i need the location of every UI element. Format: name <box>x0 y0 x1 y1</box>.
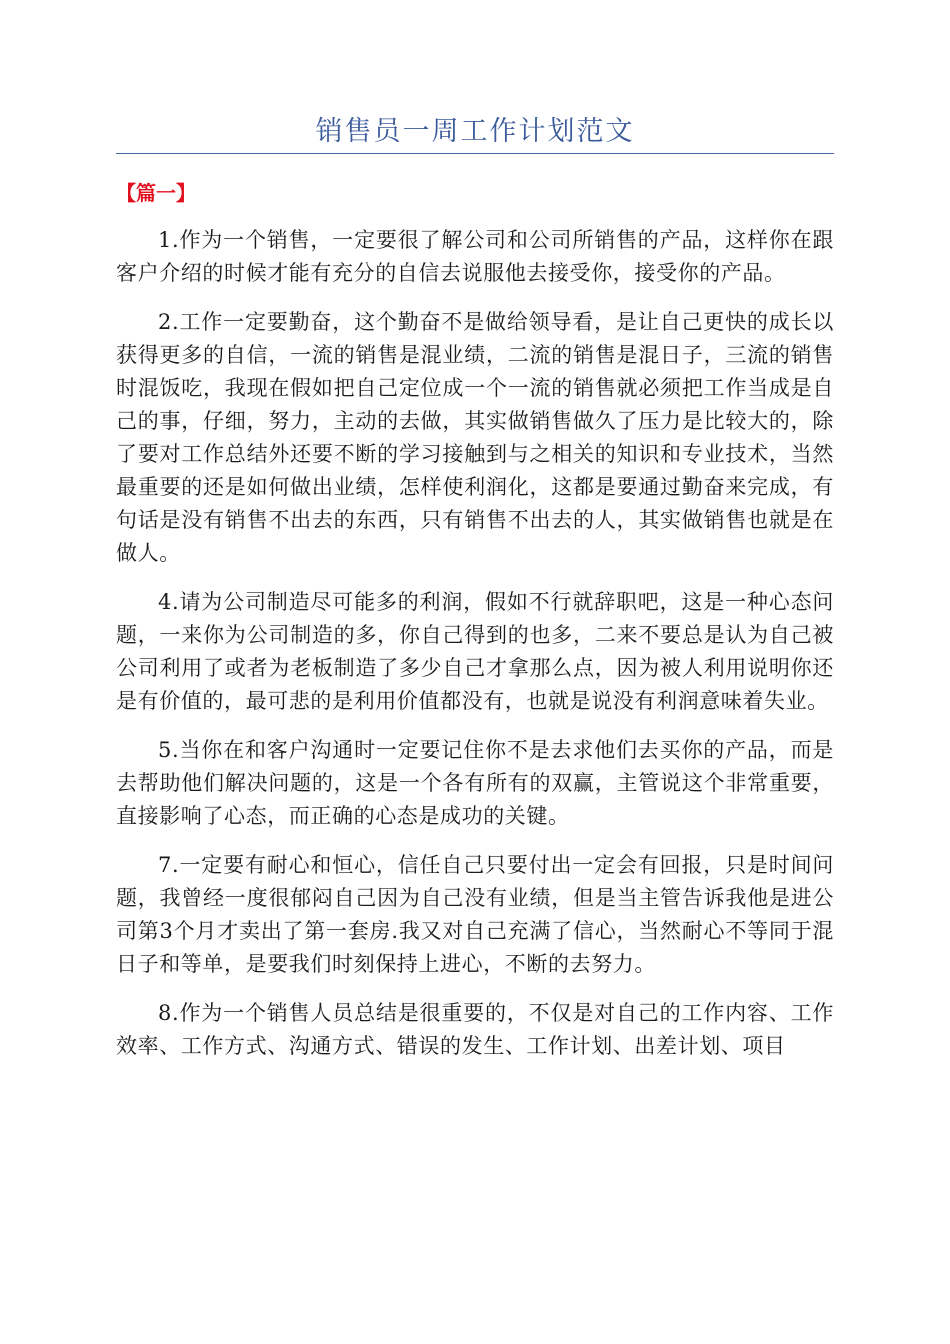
paragraph-4: 4.请为公司制造尽可能多的利润，假如不行就辞职吧，这是一种心态问题，一来你为公司制造的多，你自己得到的也多，二来不要总是认为自己被公司利用了或者为老板制造了多少自己才拿那么点，因为被人利用说明你还是有价值的，最可悲的是利用价值都没有，也就是说没有利润意味着失业。 <box>116 590 834 713</box>
document-body <box>116 224 834 1079</box>
section-heading: 【篇一】 <box>116 181 196 205</box>
paragraph-1: 1.作为一个销售，一定要很了解公司和公司所销售的产品，这样你在跟客户介绍的时候才能有充分的自信去说服他去接受你，接受你的产品。 <box>116 228 834 285</box>
document-title: 销售员一周工作计划范文 <box>315 116 635 147</box>
paragraph-8: 8.作为一个销售人员总结是很重要的，不仅是对自己的工作内容、工作效率、工作方式、沟通方式、错误的发生、工作计划、出差计划、项目 <box>116 1001 834 1058</box>
paragraph-7: 7.一定要有耐心和恒心，信任自己只要付出一定会有回报，只是时间问题，我曾经一度很郁闷自己因为自己没有业绩，但是当主管告诉我他是进公司第3个月才卖出了第一套房.我又对自己充满了信心，当然耐心不等同于混日子和等单，是要我们时刻保持上进心，不断的去努力。 <box>116 853 834 976</box>
title-underline <box>116 153 834 154</box>
paragraph-2: 2.工作一定要勤奋，这个勤奋不是做给领导看，是让自己更快的成长以获得更多的自信，一流的销售是混业绩，二流的销售是混日子，三流的销售时混饭吃，我现在假如把自己定位成一个一流的销售就必须把工作当成是自己的事，仔细，努力，主动的去做，其实做销售做久了压力是比较大的，除了要对工作总结外还要不断的学习接触到与之相关的知识和专业技术，当然最重要的还是如何做出业绩，怎样使利润化，这都是要通过勤奋来完成，有句话是没有销售不出去的东西，只有销售不出去的人，其实做销售也就是在做人。 <box>116 310 834 565</box>
paragraph-5: 5.当你在和客户沟通时一定要记住你不是去求他们去买你的产品，而是去帮助他们解决问题的，这是一个各有所有的双赢，主管说这个非常重要，直接影响了心态，而正确的心态是成功的关键。 <box>116 738 834 828</box>
